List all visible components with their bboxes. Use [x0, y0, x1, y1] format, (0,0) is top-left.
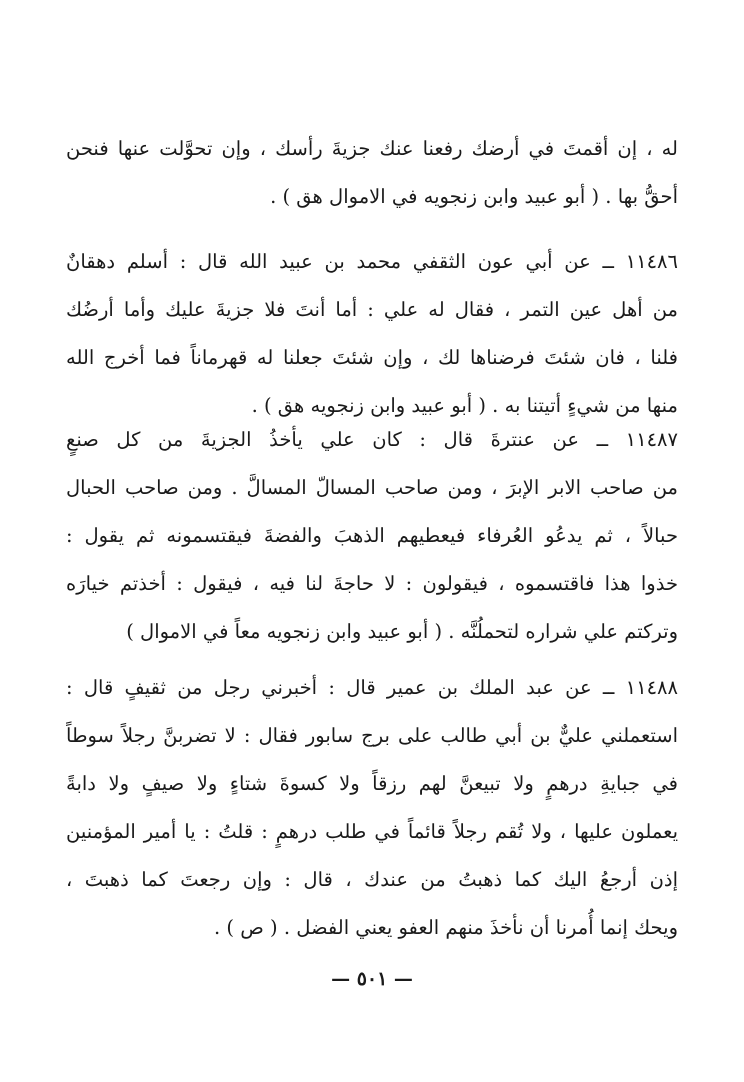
page-number: — ٥٠١ — [331, 968, 413, 990]
text-line: له ، إن أقمتَ في أرضك رفعنا عنك جزيةَ رأسك ، وإن تحوَّلت عنها فنحن [66, 137, 678, 160]
text-line: من صاحب الابر الإبرَ ، ومن صاحب المسالّ المسالَّ . ومن صاحب الحبال [66, 476, 678, 499]
text-line: أحقُّ بها . ( أبو عبيد وابن زنجويه في الاموال هق ) . [270, 185, 678, 208]
text-line: منها من شيءٍ أتيتنا به . ( أبو عبيد وابن زنجويه هق ) . [251, 394, 678, 417]
text-line: ١١٤٨٦ ــ عن أبي عون الثقفي محمد بن عبيد الله قال : أسلم دهقانٌ [66, 250, 678, 273]
text-line: يعملون عليها ، ولا تُقم رجلاً قائماً في طلب درهمٍ : قلتُ : يا أمير المؤمنين [66, 820, 678, 843]
paragraph-continuation [66, 125, 678, 221]
text-line: إذن أرجعُ اليك كما ذهبتُ من عندك ، قال : وإن رجعتَ كما ذهبتَ ، [66, 868, 678, 891]
text-line: حبالاً ، ثم يدعُو العُرفاء فيعطيهم الذهبَ والفضةَ فيقتسمونه ثم يقول : [66, 524, 678, 547]
text-line: وتركتم علي شراره لتحملُنَّه . ( أبو عبيد وابن زنجويه معاً في الاموال ) [126, 620, 678, 643]
paragraph-hadith-11488 [66, 664, 678, 952]
text-line: ١١٤٨٧ ــ عن عنترةَ قال : كان علي يأخذُ الجزيةَ من كل صنعٍ [66, 428, 678, 451]
text-line: من أهل عين التمر ، فقال له علي : أما أنتَ فلا جزيةَ عليك وأما أرضُك [66, 298, 678, 321]
text-line: خذوا هذا فاقتسموه ، فيقولون : لا حاجةَ لنا فيه ، فيقول : أخذتم خيارَه [66, 572, 678, 595]
paragraph-hadith-11487 [66, 416, 678, 656]
paragraph-hadith-11486 [66, 238, 678, 430]
text-line: استعملني عليٌّ بن أبي طالب على برج سابور فقال : لا تضربنَّ رجلاً سوطاً [66, 724, 678, 747]
text-line: فلنا ، فان شئتَ فرضناها لك ، وإن شئتَ جعلنا له قهرماناً فما أخرج الله [66, 346, 678, 369]
text-line: ويحك إنما أُمرنا أن نأخذَ منهم العفو يعني الفضل . ( ص ) . [214, 916, 678, 939]
text-line: ١١٤٨٨ ــ عن عبد الملك بن عمير قال : أخبرني رجل من ثقيفٍ قال : [66, 676, 678, 699]
text-line: في جبايةِ درهمٍ ولا تبيعنَّ لهم رزقاً ولا كسوةَ شتاءٍ ولا صيفٍ ولا دابةً [66, 772, 678, 795]
